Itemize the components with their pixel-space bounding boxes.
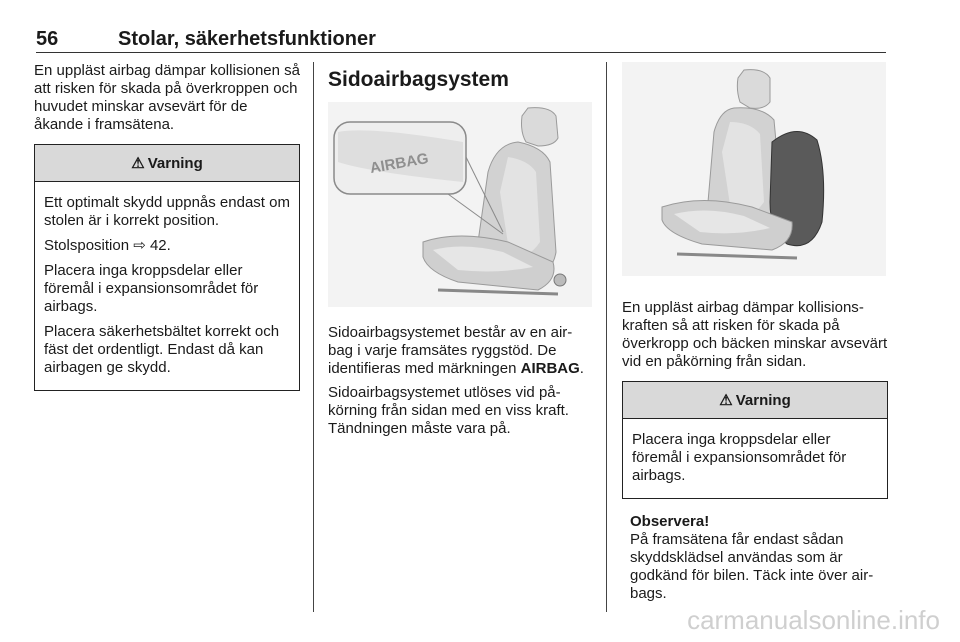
warning-triangle-icon: ⚠ <box>131 155 145 172</box>
section-title: Sidoairbagsystem <box>328 68 509 91</box>
column-right <box>622 62 888 609</box>
paragraph-text: Sidoairbagsystemet består av en airbag i varje framsätes ryggstöd. De identifieras med märkningen <box>328 324 573 377</box>
header-rule <box>36 52 886 53</box>
warning-title: Varning <box>147 154 203 172</box>
seat-airbag-label-illustration <box>328 102 592 307</box>
paragraph: Sidoairbagsystemet består av en airbag i varje framsätes ryggstöd. De identifieras med märkningen AIRBAG. <box>328 324 584 377</box>
airbag-marking: AIRBAG <box>520 360 580 377</box>
note-text: På framsätena får endast sådan skyddsklädsel användas som är godkänd för bilen. Täck inte över airbags. <box>630 531 874 602</box>
warning-body <box>623 419 887 498</box>
page-number: 56 <box>36 28 59 50</box>
column-middle <box>328 62 592 444</box>
note-title: Observera! <box>630 513 710 530</box>
warning-line: Placera inga kroppsdelar eller föremål i expansionsområdet för airbags. <box>632 431 847 484</box>
warning-triangle-icon: ⚠ <box>719 392 733 409</box>
warning-line: Placera inga kroppsdelar eller föremål i expansionsområdet för airbags. <box>44 262 259 315</box>
airbag-figure-label: AIRBAG <box>368 150 430 178</box>
warning-header <box>623 382 887 419</box>
intro-paragraph: En uppläst airbag dämpar kollisionen så att risken för skada på överkroppen och huvudet minskar avsevärt för de åkande i framsätena. <box>34 62 300 133</box>
warning-line: Ett optimalt skydd uppnås endast om stolen är i korrekt position. <box>44 194 290 229</box>
warning-line: Placera säkerhetsbältet korrekt och fäst det ordentligt. Endast då kan airbagen ge skydd. <box>44 323 280 376</box>
column-left <box>34 62 300 391</box>
page-header <box>36 28 886 54</box>
paragraph: En uppläst airbag dämpar kollisionskraften så att risken för skada på överkropp och bäcken minskar avsevärt vid en påkörning från sidan. <box>622 299 888 370</box>
column-divider <box>313 62 314 612</box>
warning-line: Stolsposition ⇨ 42. <box>44 237 171 254</box>
paragraph: Sidoairbagsystemet utlöses vid påkörning från sidan med en viss kraft. Tändningen måste vara på. <box>328 384 569 437</box>
deployed-side-airbag-illustration <box>622 62 886 276</box>
warning-header <box>35 145 299 182</box>
footer-watermark: carmanualsonline.info <box>687 605 940 635</box>
warning-box <box>622 381 888 499</box>
column-divider <box>606 62 607 612</box>
note-block <box>622 499 888 603</box>
warning-body <box>35 182 299 390</box>
warning-box <box>34 144 300 391</box>
warning-title: Varning <box>735 391 791 409</box>
chapter-title: Stolar, säkerhetsfunktioner <box>118 28 376 50</box>
